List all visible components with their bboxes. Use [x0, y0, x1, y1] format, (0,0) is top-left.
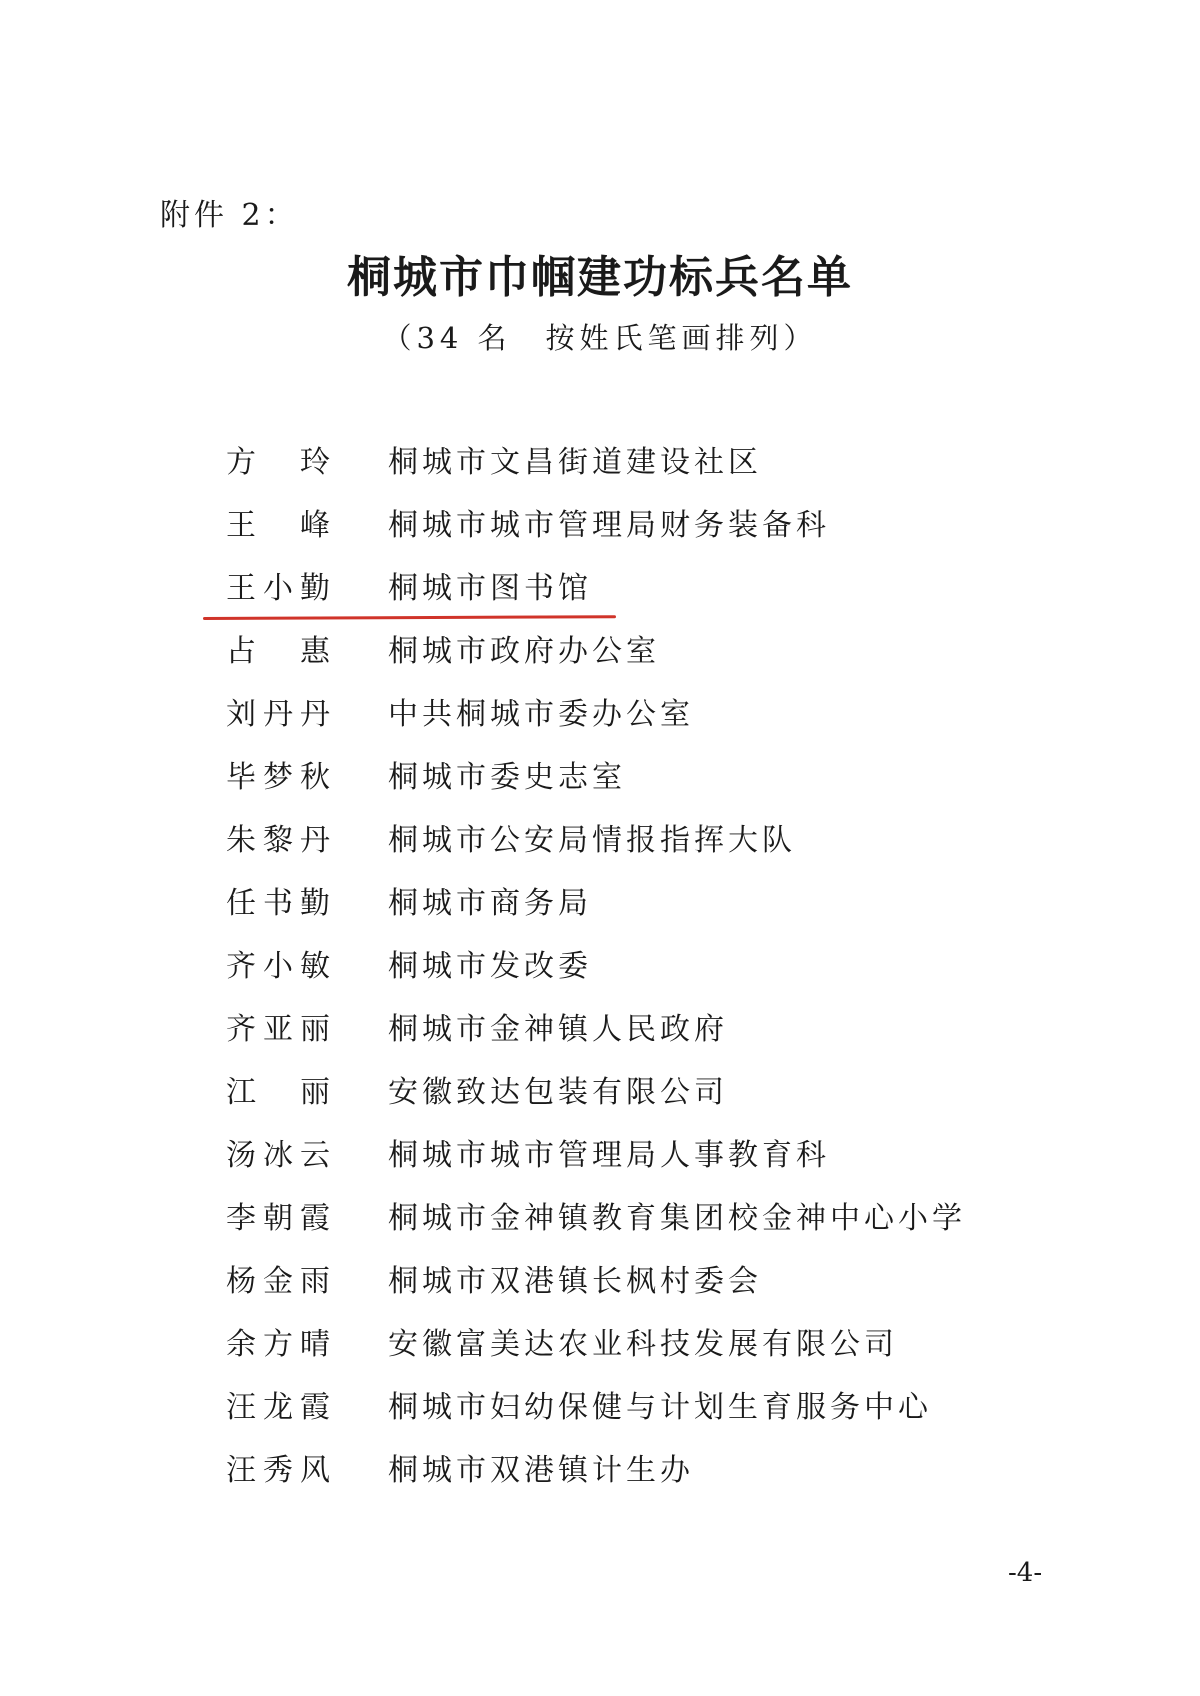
honoree-name: 占 惠 [226, 634, 337, 669]
list-item [226, 1325, 1126, 1388]
honoree-name: 方 玲 [226, 445, 337, 480]
honoree-unit: 桐城市商务局 [388, 886, 592, 921]
honoree-unit: 桐城市委史志室 [388, 760, 626, 795]
list-item [226, 632, 1126, 695]
honoree-name: 王 峰 [226, 508, 337, 543]
list-item [226, 1136, 1126, 1199]
honoree-unit: 中共桐城市委办公室 [388, 697, 694, 732]
honoree-unit: 桐城市公安局情报指挥大队 [388, 823, 796, 858]
page-subtitle: （34 名 按姓氏笔画排列） [382, 321, 818, 355]
list-item [226, 821, 1126, 884]
list-item [226, 884, 1126, 947]
honoree-unit: 桐城市图书馆 [388, 571, 592, 606]
list-item [226, 947, 1126, 1010]
list-item [226, 1451, 1126, 1514]
list-item [226, 506, 1126, 569]
list-item [226, 569, 1126, 632]
honoree-name: 任书勤 [226, 886, 337, 921]
honoree-unit: 桐城市金神镇人民政府 [388, 1012, 728, 1047]
list-item [226, 1199, 1126, 1262]
honoree-unit: 安徽富美达农业科技发展有限公司 [388, 1327, 898, 1362]
list-item [226, 1010, 1126, 1073]
honoree-list [226, 443, 1126, 1514]
list-item [226, 758, 1126, 821]
honoree-unit: 安徽致达包装有限公司 [388, 1075, 728, 1110]
page-number: -4- [1008, 1558, 1043, 1588]
page-title: 桐城市巾帼建功标兵名单 [347, 252, 853, 303]
honoree-name: 杨金雨 [226, 1264, 337, 1299]
honoree-name: 汤冰云 [226, 1138, 337, 1173]
list-item [226, 1262, 1126, 1325]
honoree-name: 王小勤 [226, 571, 337, 606]
honoree-unit: 桐城市发改委 [388, 949, 592, 984]
honoree-unit: 桐城市城市管理局人事教育科 [388, 1138, 830, 1173]
honoree-unit: 桐城市双港镇长枫村委会 [388, 1264, 762, 1299]
honoree-unit: 桐城市城市管理局财务装备科 [388, 508, 830, 543]
honoree-name: 齐亚丽 [226, 1012, 337, 1047]
honoree-name: 江 丽 [226, 1075, 337, 1110]
honoree-unit: 桐城市政府办公室 [388, 634, 660, 669]
honoree-unit: 桐城市双港镇计生办 [388, 1453, 694, 1488]
honoree-unit: 桐城市金神镇教育集团校金神中心小学 [388, 1201, 966, 1236]
list-item [226, 695, 1126, 758]
honoree-name: 朱黎丹 [226, 823, 337, 858]
honoree-unit: 桐城市文昌街道建设社区 [388, 445, 762, 480]
honoree-unit: 桐城市妇幼保健与计划生育服务中心 [388, 1390, 932, 1425]
honoree-name: 毕梦秋 [226, 760, 337, 795]
list-item [226, 1388, 1126, 1451]
honoree-name: 齐小敏 [226, 949, 337, 984]
honoree-name: 汪秀风 [226, 1453, 337, 1488]
attachment-label: 附件 2： [160, 198, 299, 233]
honoree-name: 汪龙霞 [226, 1390, 337, 1425]
honoree-name: 刘丹丹 [226, 697, 337, 732]
honoree-name: 余方晴 [226, 1327, 337, 1362]
honoree-name: 李朝霞 [226, 1201, 337, 1236]
list-item [226, 1073, 1126, 1136]
list-item [226, 443, 1126, 506]
